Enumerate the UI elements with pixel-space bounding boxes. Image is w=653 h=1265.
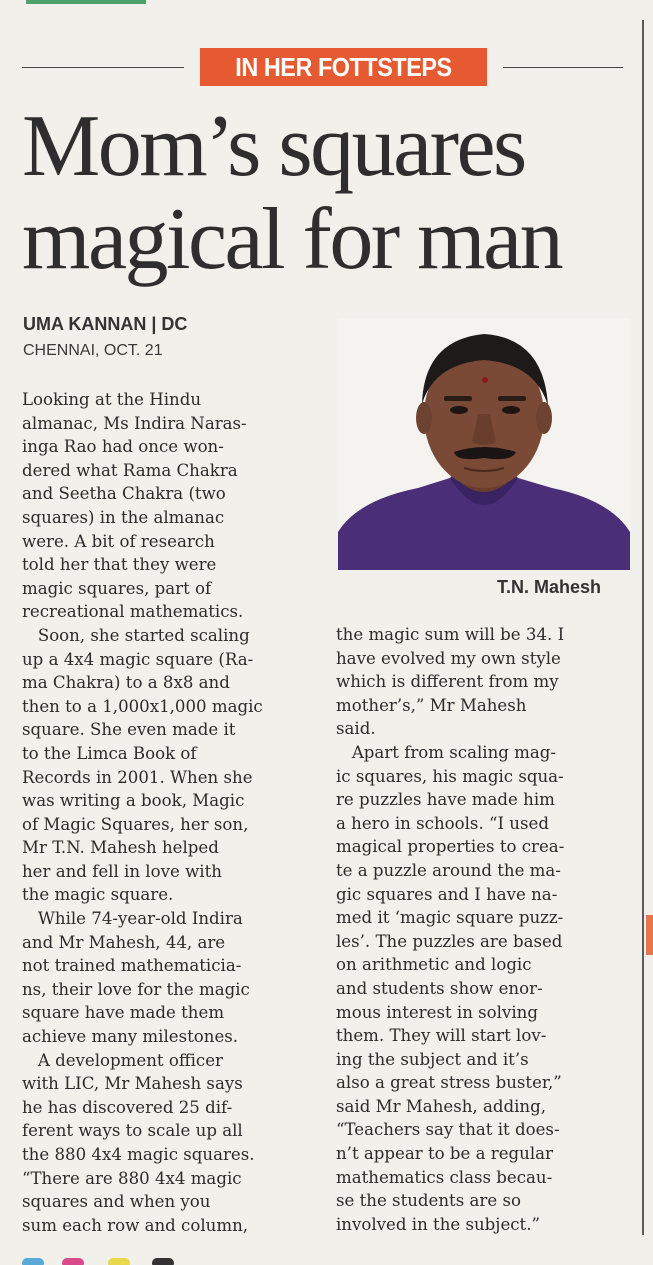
column-1-line: up a 4x4 magic square (Ra- bbox=[22, 649, 254, 669]
column-1-line: with LIC, Mr Mahesh says bbox=[22, 1074, 243, 1094]
column-2-line: mother’s,” Mr Mahesh bbox=[336, 695, 527, 715]
column-1-line: was writing a book, Magic bbox=[22, 791, 245, 811]
column-2-line: said. bbox=[336, 719, 376, 739]
column-1-line: he has discovered 25 dif- bbox=[22, 1097, 233, 1117]
kicker-rule-right bbox=[503, 67, 623, 68]
top-color-rule bbox=[26, 0, 146, 4]
article-column-1 bbox=[22, 388, 310, 1237]
column-1-line: inga Rao had once won- bbox=[22, 437, 224, 457]
dateline: CHENNAI, OCT. 21 bbox=[23, 342, 163, 359]
portrait-illustration bbox=[338, 318, 630, 570]
column-2-line: also a great stress buster,” bbox=[336, 1073, 562, 1093]
column-1-line: squares and when you bbox=[22, 1192, 211, 1212]
column-1-line: recreational mathematics. bbox=[22, 602, 244, 622]
column-2-line: and students show enor- bbox=[336, 978, 543, 998]
column-2-line: a hero in schools. “I used bbox=[336, 813, 549, 833]
column-1-line: achieve many milestones. bbox=[22, 1027, 239, 1047]
column-2-line: Apart from scaling mag- bbox=[336, 742, 557, 762]
column-2-line: ing the subject and it’s bbox=[336, 1049, 529, 1069]
column-2-line: te a puzzle around the ma- bbox=[336, 860, 561, 880]
column-2-line: them. They will start lov- bbox=[336, 1026, 547, 1046]
column-divider-rule bbox=[642, 20, 644, 1235]
edge-color-mark bbox=[646, 915, 653, 955]
column-2-line: on arithmetic and logic bbox=[336, 955, 532, 975]
column-1-line: almanac, Ms Indira Naras- bbox=[22, 413, 247, 433]
column-1-line: squares) in the almanac bbox=[22, 507, 225, 527]
column-1-line: While 74-year-old Indira bbox=[22, 909, 243, 929]
column-1-line: ma Chakra) to a 8x8 and bbox=[22, 673, 230, 693]
column-1-line: and Mr Mahesh, 44, are bbox=[22, 932, 226, 952]
column-2-line: “Teachers say that it does- bbox=[336, 1120, 560, 1140]
column-2-line: the magic sum will be 34. I bbox=[336, 625, 565, 644]
column-1-line: ns, their love for the magic bbox=[22, 979, 250, 999]
column-1-line: square. She even made it bbox=[22, 720, 236, 740]
column-2-line: have evolved my own style bbox=[336, 648, 561, 668]
column-1-line: of Magic Squares, her son, bbox=[22, 814, 249, 834]
column-1-line: the 880 4x4 magic squares. bbox=[22, 1145, 255, 1164]
column-2-line: med it ‘magic square puzz- bbox=[336, 908, 564, 928]
column-1-line: the magic square. bbox=[22, 885, 174, 905]
column-2-line: said Mr Mahesh, adding, bbox=[336, 1096, 546, 1116]
section-kicker: IN HER FOTTSTEPS bbox=[200, 48, 487, 86]
column-1-line: “There are 880 4x4 magic bbox=[22, 1168, 242, 1188]
byline: UMA KANNAN | DC bbox=[23, 314, 188, 334]
color-registration-dot bbox=[22, 1258, 44, 1265]
color-registration-dot bbox=[108, 1258, 130, 1265]
column-2-line: involved in the subject.” bbox=[336, 1214, 540, 1234]
column-2-line: which is different from my bbox=[336, 672, 559, 692]
article-column-2 bbox=[336, 623, 624, 1236]
column-2-line: mous interest in solving bbox=[336, 1002, 538, 1022]
column-1-line: ferent ways to scale up all bbox=[22, 1121, 243, 1141]
column-2-line: n’t appear to be a regular bbox=[336, 1144, 553, 1164]
column-2-line: mathematics class becau- bbox=[336, 1167, 553, 1187]
column-1-line: her and fell in love with bbox=[22, 861, 222, 881]
column-1-line: then to a 1,000x1,000 magic bbox=[22, 696, 263, 716]
column-1-line: and Seetha Chakra (two bbox=[22, 484, 226, 504]
column-1-line: Mr T.N. Mahesh helped bbox=[22, 838, 219, 858]
column-1-line: A development officer bbox=[22, 1050, 223, 1070]
column-2-line: magical properties to crea- bbox=[336, 837, 565, 857]
column-1-line: to the Limca Book of bbox=[22, 743, 197, 763]
column-1-line: Records in 2001. When she bbox=[22, 767, 253, 787]
column-2-line: gic squares and I have na- bbox=[336, 884, 558, 904]
column-1-line: square have made them bbox=[22, 1003, 225, 1023]
column-1-line: told her that they were bbox=[22, 555, 217, 575]
photo-caption: T.N. Mahesh bbox=[497, 577, 602, 597]
column-1-line: not trained mathematicia- bbox=[22, 956, 242, 976]
color-registration-dot bbox=[62, 1258, 84, 1265]
kicker-rule-left bbox=[22, 67, 184, 68]
column-1-line: were. A bit of research bbox=[22, 531, 215, 551]
headline bbox=[22, 100, 632, 286]
column-1-line: dered what Rama Chakra bbox=[22, 460, 238, 480]
headline-line-1: Mom’s squares bbox=[22, 98, 525, 195]
column-2-line: ic squares, his magic squa- bbox=[336, 766, 564, 786]
column-1-line: Looking at the Hindu bbox=[22, 390, 202, 409]
column-2-line: se the students are so bbox=[336, 1191, 521, 1211]
column-2-line: re puzzles have made him bbox=[336, 790, 555, 810]
column-1-line: magic squares, part of bbox=[22, 578, 212, 598]
column-2-line: les’. The puzzles are based bbox=[336, 931, 563, 951]
headline-line-2: magical for man bbox=[22, 191, 562, 288]
portrait-photo bbox=[338, 318, 630, 570]
column-1-line: sum each row and column, bbox=[22, 1215, 249, 1235]
color-registration-dot bbox=[152, 1258, 174, 1265]
column-1-line: Soon, she started scaling bbox=[22, 625, 250, 645]
